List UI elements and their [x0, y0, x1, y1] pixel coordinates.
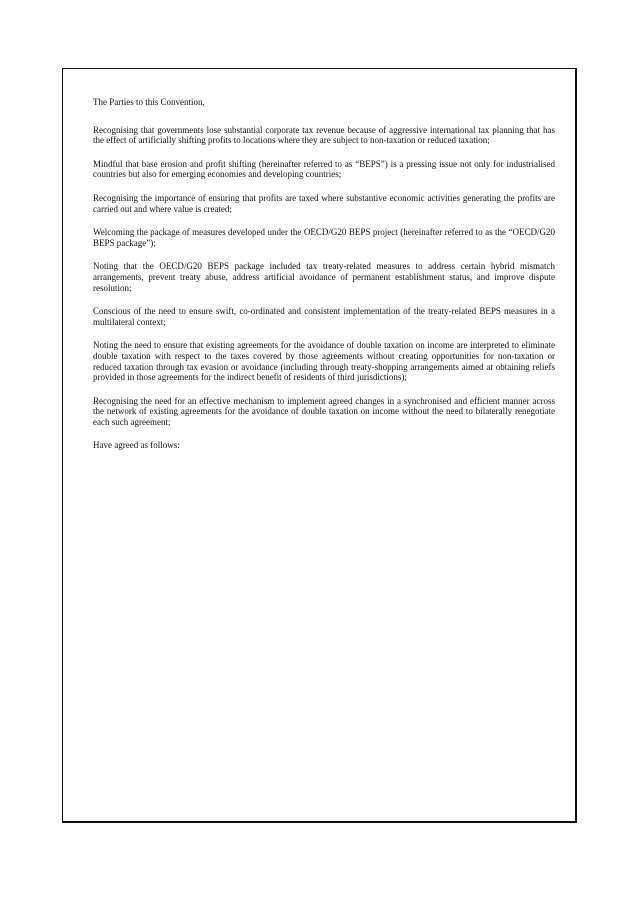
preamble-paragraph-7: Noting the need to ensure that existing agreements for the avoidance of double taxation on income are interpreted to eliminate double taxation with respect to the taxes covered by those agreements without creating opportunities for non-taxation or reduced taxation through tax evasion or avoidance (including through treaty-shopping arrangements aimed at obtaining reliefs provided in those agreements for the indirect benefit of residents of third jurisdictions);	[93, 340, 555, 383]
preamble-intro: The Parties to this Convention,	[93, 97, 205, 107]
preamble-paragraph-3: Recognising the importance of ensuring that profits are taxed where substantive economic activities generating the profits are carried out and where value is created;	[93, 192, 555, 214]
preamble-paragraph-1: Recognising that governments lose substantial corporate tax revenue because of aggressive international tax planning that has the effect of artificially shifting profits to locations where they are subject to non-taxation or reduced taxation;	[93, 124, 555, 146]
preamble-paragraph-8: Recognising the need for an effective mechanism to implement agreed changes in a synchronised and efficient manner across the network of existing agreements for the avoidance of double taxation on income without the need to bilaterally renegotiate each such agreement;	[93, 395, 555, 427]
document-body	[93, 97, 555, 451]
preamble-paragraph-6: Conscious of the need to ensure swift, co-ordinated and consistent implementation of the treaty-related BEPS measures in a multilateral context;	[93, 306, 555, 327]
preamble-paragraph-5: Noting that the OECD/G20 BEPS package included tax treaty-related measures to address certain hybrid mismatch arrangements, prevent treaty abuse, address artificial avoidance of permanent establishment status, and improve dispute resolution;	[93, 261, 555, 293]
preamble-paragraph-4: Welcoming the package of measures developed under the OECD/G20 BEPS project (hereinafter referred to as the “OECD/G20 BEPS package”);	[93, 227, 555, 248]
preamble-paragraph-2: Mindful that base erosion and profit shifting (hereinafter referred to as “BEPS”) is a pressing issue not only for industrialised countries but also for emerging economies and developing countries;	[93, 158, 555, 180]
preamble-closing: Have agreed as follows:	[93, 440, 180, 451]
